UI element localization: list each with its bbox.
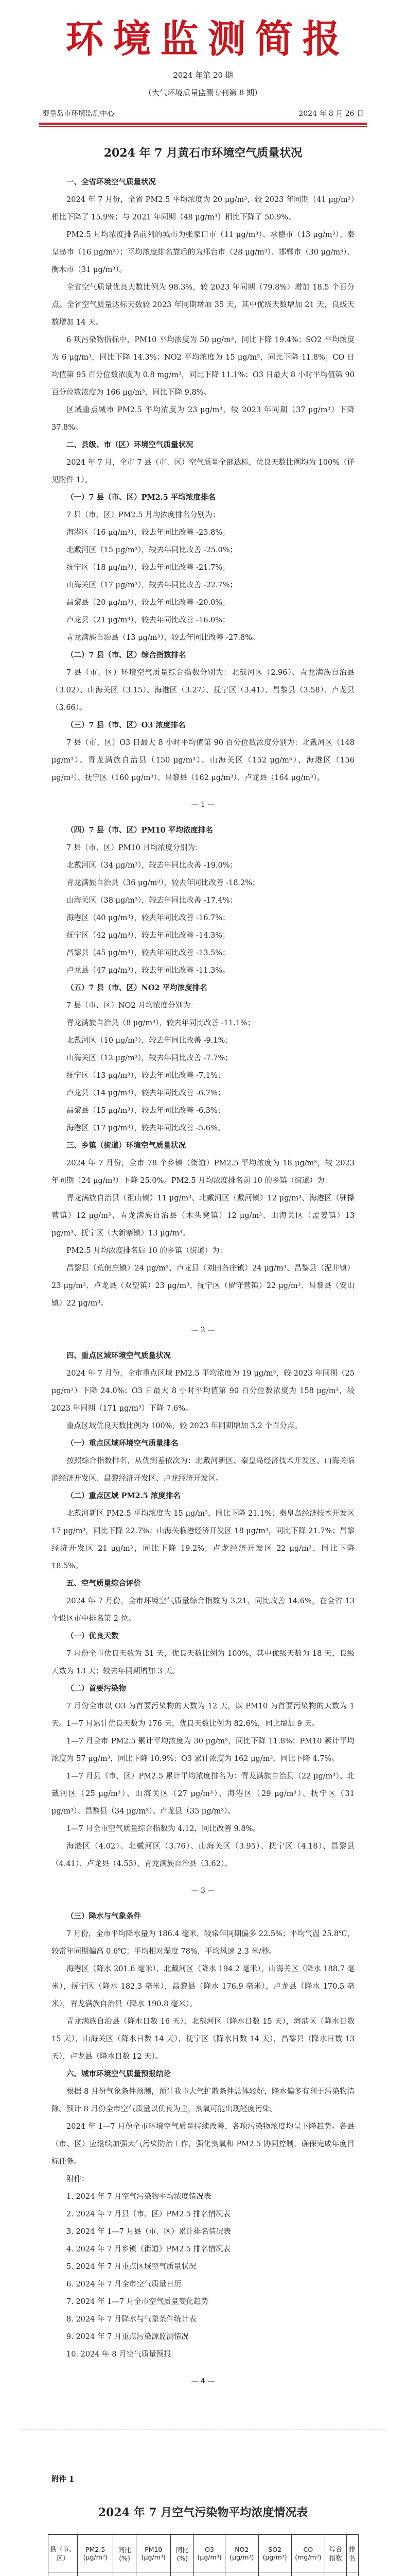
paragraph: 2024 年 7 月份，全省 PM2.5 平均浓度为 20 μg/m³，较 2023 年同期（41 μg/m³）相比下降了 15.9%；与 2021 年同期（48 μg/m³）相比下降了 50.9%。	[51, 196, 355, 222]
attachment-item: 1. 2024 年 7 月空气污染物平均浓度情况表	[66, 2193, 211, 2201]
paragraph: 山海关区（17 μg/m³），较去年同比改善 -22.7%；	[66, 581, 238, 589]
paragraph: 海港区（16 μg/m³），较去年同比改善 -23.8%；	[66, 529, 230, 537]
subsection-heading: （二）首要污染物	[66, 1684, 126, 1693]
paragraph: 重点区域优良天数比例为 100%，较 2023 年同期增加 3.2 个百分点。	[66, 1422, 302, 1430]
table-cell	[113, 2572, 136, 2576]
subsection-heading: （一）重点区域环境空气质量排名	[66, 1439, 179, 1448]
table-header-row	[48, 2535, 358, 2572]
paragraph: 6 项污染物指标中，PM10 平均浓度为 50 μg/m³，同比下降 19.4%；SO2 平均浓度为 6 μg/m³，同比下降 14.3%；NO2 平均浓度为 15 μg/m³，同比下降 11.8%；CO 日均值第 95 百分位数浓度为 0.8 mg/m³，同比下降 11.1%；O3 日最大 8 小时平均值第 90 百分位数浓度为 166 μg/m³，同比下降 9.8%。	[51, 336, 355, 397]
section-heading: 一、全省环境空气质量状况	[66, 178, 156, 187]
paragraph: 2024 年 7 月份，全市 78 个乡镇（街道）PM2.5 平均浓度为 18 μg/m³，较 2023 年同期（24 μg/m³）下降 25.0%。PM2.5 月均浓度排名前 10 的乡镇（街道）为：	[51, 1159, 355, 1185]
section-heading: 四、重点区域环境空气质量状况	[66, 1351, 171, 1360]
attachment-item: 2. 2024 年 7 月县（市、区）PM2.5 排名情况表	[66, 2210, 231, 2218]
paragraph: 卢龙县（47 μg/m³），较去年同比改善 -11.3%。	[66, 967, 230, 975]
paragraph: 7 月份，全市平均降水量为 186.4 毫米，较常年同期偏多 22.5%；平均气温 25.8℃，较常年同期偏高 0.6℃；平均相对湿度 78%，平均风速 2.3 米/秒。	[51, 1930, 355, 1956]
subsection-heading: （一）7 县（市、区）PM2.5 平均浓度排名	[66, 493, 216, 502]
paragraph: 昌黎县（45 μg/m³），较去年同比改善 -13.5%；	[66, 949, 230, 957]
masthead-title: 环境监测简报	[65, 17, 350, 61]
paragraph: 1—7 月全市空气质量综合指数为 4.12，同比改善 9.8%。	[66, 1825, 260, 1833]
paragraph: 北戴河区（10 μg/m³），较去年同比改善 -9.1%；	[66, 1037, 233, 1045]
section-heading: 五、空气质量综合评价	[66, 1579, 141, 1588]
paragraph: 全省空气质量优良天数比例为 98.3%，较 2023 年同期（79.8%）增加 18.5 个百分点。全省空气质量达标天数较 2023 年同期增加 35 天，其中优级天数增加 21 天，良级天数增加 14 天。	[51, 283, 355, 327]
table-cell	[225, 2572, 259, 2576]
paragraph: 青龙满族自治县（36 μg/m³），较去年同比改善 -18.2%；	[66, 879, 260, 887]
paragraph: 昌黎县（荒佃庄镇）24 μg/m³、卢龙县（刘田各庄镇）24 μg/m³、昌黎县（泥井镇）23 μg/m³、卢龙县（双望镇）23 μg/m³、抚宁区（留守营镇）22 μg/m³、昌黎县（安山镇）22 μg/m³。	[51, 1264, 355, 1308]
table-header-cell: 排名	[346, 2535, 358, 2572]
paragraph: 2024 年 7 月份，全市环境空气质量综合指数为 3.21，同比改善 14.6%，在全省 13 个设区市中排名第 2 位。	[51, 1597, 355, 1623]
table-cell	[171, 2572, 194, 2576]
table-cell	[258, 2572, 291, 2576]
attachment-item: 5. 2024 年 7 月重点区域空气质量状况	[66, 2263, 197, 2271]
page-number: — 1 —	[191, 801, 215, 809]
paragraph: 青龙满族自治县（13 μg/m³），较去年同比改善 -27.8%。	[66, 634, 260, 642]
paragraph: 2024 年 7 月份，全市重点区域 PM2.5 平均浓度为 19 μg/m³，较 2023 年同期（25 μg/m³）下降 24.0%；O3 日最大 8 小时平均值第 90 百分位数浓度为 158 μg/m³，较 2023 年同期（171 μg/m³）下降 7.6%。	[51, 1369, 355, 1413]
table-cell	[194, 2572, 225, 2576]
table-header-cell: O3 (μg/m³)	[194, 2535, 225, 2572]
paragraph: 卢龙县（14 μg/m³），较去年同比改善 -6.7%；	[66, 1089, 225, 1097]
section-heading: 六、城市环境空气质量预报结论	[66, 2070, 171, 2078]
paragraph: 7 县（市、区）PM10 月均浓度分别为：	[66, 844, 203, 852]
paragraph: 卢龙县（21 μg/m³），较去年同比改善 -16.0%；	[66, 616, 230, 624]
paragraph: 7 县（市、区）环境空气质量综合指数分别为：北戴河区（2.96）、青龙满族自治县（3.02）、山海关区（3.15）、海港区（3.27）、抚宁区（3.41）、昌黎县（3.58）、卢龙县（3.66）。	[51, 669, 355, 712]
issue-subtitle: （大气环境质量监测专刊第 8 期）	[144, 88, 262, 97]
paragraph: 海港区（40 μg/m³），较去年同比改善 -16.7%；	[66, 914, 230, 922]
table-header-cell: 同比 (%)	[113, 2535, 136, 2572]
paragraph: 北戴河新区 PM2.5 平均浓度为 15 μg/m³，同比下降 21.1%；秦皇岛经济技术开发区 17 μg/m³，同比下降 22.7%；山海关临港经济开发区 18 μg/m³，同比下降 21.7%；昌黎经济开发区 21 μg/m³，同比下降 19.2%；卢龙经济开发区 22 μg/m³，同比下降 18.5%。	[51, 1510, 355, 1570]
table-header-cell: CO (mg/m³)	[291, 2535, 325, 2572]
table-row	[48, 2572, 358, 2576]
paragraph: 根据 8 月份气象条件预测，预计我市大气扩散条件总体较好，降水偏多有利于污染物清除。预计 8 月份全市空气质量以优良为主，臭氧可能出现轻度污染。	[51, 2088, 355, 2113]
masthead-rule-thin	[39, 126, 367, 127]
paragraph: 抚宁区（13 μg/m³），较去年同比改善 -7.1%；	[66, 1072, 225, 1080]
page-number: — 3 —	[191, 1887, 215, 1895]
paragraph: 昌黎县（15 μg/m³），较去年同比改善 -6.3%；	[66, 1107, 225, 1115]
attachment-item: 3. 2024 年 1—7 月县（市、区）累计排名情况表	[66, 2228, 231, 2236]
attachment-item: 6. 2024 年 7 月全市空气质量日历	[66, 2280, 182, 2289]
paragraph: 抚宁区（42 μg/m³），较去年同比改善 -14.3%；	[66, 931, 230, 940]
masthead	[0, 14, 406, 64]
table-header-cell: SO2 (μg/m³)	[258, 2535, 291, 2572]
table-header-cell: PM2.5 (μg/m³)	[78, 2535, 113, 2572]
issue-number: 2024 年第 20 期	[173, 71, 233, 80]
paragraph: 2024 年 7 月，全市 7 县（市、区）空气质量全部达标，优良天数比例均为 100%（详见附件 1）。	[51, 459, 355, 484]
table-cell	[346, 2572, 358, 2576]
appendix-table-title: 2024 年 7 月空气污染物平均浓度情况表	[98, 2506, 308, 2519]
paragraph: 北戴河区（15 μg/m³），较去年同比改善 -25.0%；	[66, 546, 238, 554]
paragraph: 1—7 月全市 PM2.5 累计平均浓度为 30 μg/m³，同比下降 11.8%；PM10 累计平均浓度为 57 μg/m³，同比下降 10.9%；O3 累计浓度为 162 μg/m³，同比下降 4.7%。	[51, 1737, 355, 1763]
subsection-heading: （三）降水与气象条件	[66, 1912, 141, 1921]
paragraph: 7 月份全市以 O3 为首要污染物的天数为 12 天，以 PM10 为首要污染物的天数为 1 天。1—7 月累计优良天数为 176 天，优良天数比例为 82.6%，同比增加 9 天。	[51, 1702, 355, 1728]
paragraph: 北戴河区（34 μg/m³），较去年同比改善 -19.0%；	[66, 861, 238, 870]
table-header-cell: 同比 (%)	[171, 2535, 194, 2572]
paragraph: 山海关区（38 μg/m³），较去年同比改善 -17.4%；	[66, 896, 238, 905]
paragraph: PM2.5 月均浓度排名前列的城市为张家口市（11 μg/m³）、承德市（13 μg/m³）、秦皇岛市（16 μg/m³）；平均浓度排名靠后的为邢台市（28 μg/m³）、邯郸市（30 μg/m³）、衡水市（31 μg/m³）。	[51, 231, 355, 274]
publication-date: 2024 年 8 月 26 日	[298, 110, 364, 118]
table-cell	[48, 2572, 78, 2576]
subsection-heading: （二）7 县（市、区）综合指数排名	[66, 651, 186, 659]
paragraph: 昌黎县（20 μg/m³），较去年同比改善 -20.0%；	[66, 599, 230, 607]
subsection-heading: （二）重点区域 PM2.5 浓度排名	[66, 1492, 181, 1500]
table-header-cell: PM10 (μg/m³)	[136, 2535, 170, 2572]
publisher: 秦皇岛市环境监测中心	[42, 110, 114, 118]
paragraph: 海港区（17 μg/m³），较去年同比改善 -5.6%。	[66, 1124, 225, 1132]
table-cell	[291, 2572, 325, 2576]
table-cell	[78, 2572, 113, 2576]
attachment-item: 4. 2024 年 7 月乡镇（街道）PM2.5 排名情况表	[66, 2245, 231, 2253]
section-heading: 三、乡镇（街道）环境空气质量状况	[66, 1141, 186, 1150]
appendix-label: 附件 1	[51, 2475, 75, 2484]
table-header-cell: NO2 (μg/m³)	[225, 2535, 259, 2572]
attachment-item: 9. 2024 年 7 月重点污染源监测情况	[66, 2333, 189, 2341]
attachment-item: 8. 2024 年 7 月降水与气象条件统计表	[66, 2315, 197, 2324]
document-title: 2024 年 7 月黄石市环境空气质量状况	[103, 146, 303, 160]
paragraph: 7 月份全市优良天数为 31 天，优良天数比例为 100%，其中优级天数为 18 天，良级天数为 13 天；较去年同期增加 3 天。	[51, 1650, 355, 1675]
paragraph: 按照综合指数排名，从优到差依次为：北戴河新区、秦皇岛经济技术开发区、山海关临港经济开发区、昌黎经济开发区、卢龙经济开发区。	[51, 1457, 355, 1483]
subsection-heading: （五）7 县（市、区）NO2 平均浓度排名	[66, 984, 207, 992]
paragraph: 7 县（市、区）NO2 月均浓度分别为：	[66, 1002, 198, 1010]
paragraph: 青龙满族自治县（降水日数 16 天），北戴河区（降水日数 15 天），海港区（降水日数 15 天），山海关区（降水日数 14 天），抚宁区（降水日数 14 天），昌黎县（降水日数 13 天），卢龙县（降水日数 12 天）。	[51, 2018, 355, 2061]
paragraph: 青龙满族自治县（8 μg/m³），较去年同比改善 -11.1%；	[66, 1019, 255, 1027]
table-cell	[136, 2572, 170, 2576]
paragraph: 青龙满族自治县（祖山镇）11 μg/m³、北戴河区（戴河镇）12 μg/m³、海港区（驻操营镇）12 μg/m³、青龙满族自治县（木头凳镇）12 μg/m³、山海关区（孟姜镇）13 μg/m³、抚宁区（大新寨镇）13 μg/m³。	[51, 1194, 355, 1238]
subsection-heading: （三）7 县（市、区）O3 浓度排名	[66, 721, 186, 730]
table-body	[48, 2572, 358, 2576]
paragraph: PM2.5 月均浓度排名后 10 的乡镇（街道）为：	[66, 1247, 227, 1255]
table-header-cell: 县（市、区）	[48, 2535, 78, 2572]
pollutant-table	[48, 2534, 359, 2576]
paragraph: 附件：	[66, 2175, 89, 2183]
paragraph: 2024 年 1—7 月份全市环境空气质量持续改善，各项污染物浓度均呈下降趋势。各县（市、区）应继续加强大气污染防治工作，强化臭氧和 PM2.5 协同控制，确保完成年度目标任务。	[51, 2123, 355, 2166]
masthead-rule-thick	[39, 123, 367, 125]
paragraph: 海港区（4.02）、北戴河区（3.76）、山海关区（3.95）、抚宁区（4.18）、昌黎县（4.41）、卢龙县（4.53）、青龙满族自治县（3.62）。	[51, 1842, 355, 1868]
paragraph: 山海关区（12 μg/m³），较去年同比改善 -7.7%；	[66, 1054, 233, 1062]
table-cell	[325, 2572, 347, 2576]
paragraph: 7 县（市、区）PM2.5 月均浓度排名分别为：	[66, 511, 220, 519]
paragraph: 抚宁区（18 μg/m³），较去年同比改善 -21.7%；	[66, 564, 230, 572]
paragraph: 1—7 月县（市、区）PM2.5 累计平均浓度排名为：青龙满族自治县（22 μg/m³）、北戴河区（25 μg/m³）、山海关区（27 μg/m³）、海港区（29 μg/m³）、抚宁区（31 μg/m³）、昌黎县（34 μg/m³）、卢龙县（35 μg/m³）。	[51, 1772, 355, 1816]
attachment-item: 7. 2024 年 1—7 月全市空气质量变化趋势	[66, 2298, 209, 2306]
attachment-item: 10. 2024 年 8 月空气质量预报	[66, 2350, 171, 2359]
subsection-heading: （一）优良天数	[66, 1632, 119, 1640]
document-body	[0, 174, 406, 2390]
paragraph: 海港区（降水 201.6 毫米），北戴河区（降水 194.2 毫米），山海关区（降水 188.7 毫米），抚宁区（降水 182.3 毫米），昌黎县（降水 176.9 毫米），卢龙县（降水 170.5 毫米），青龙满族自治县（降水 190.8 毫米）。	[51, 1965, 355, 2008]
section-heading: 二、县级、市（区）环境空气质量状况	[66, 440, 193, 449]
paragraph: 7 县（市、区）O3 日最大 8 小时平均值第 90 百分位数浓度分别为：北戴河区（148 μg/m³）、青龙满族自治县（150 μg/m³）、山海关区（152 μg/m³）、海港区（156 μg/m³）、抚宁区（160 μg/m³）、昌黎县（162 μg/m³）、卢龙县（164 μg/m³）。	[51, 739, 355, 782]
appendix-label-wrap	[0, 2471, 406, 2488]
table-header-cell: 综合指数	[325, 2535, 347, 2572]
page-number: — 4 —	[191, 2377, 215, 2385]
subsection-heading: （四）7 县（市、区）PM10 平均浓度排名	[66, 826, 213, 835]
paragraph: 区域重点城市 PM2.5 平均浓度为 23 μg/m³，较 2023 年同期（37 μg/m³）下降 37.8%。	[51, 406, 355, 432]
publication-meta	[0, 108, 406, 120]
page-number: — 2 —	[191, 1326, 215, 1334]
page-break	[21, 2398, 385, 2430]
